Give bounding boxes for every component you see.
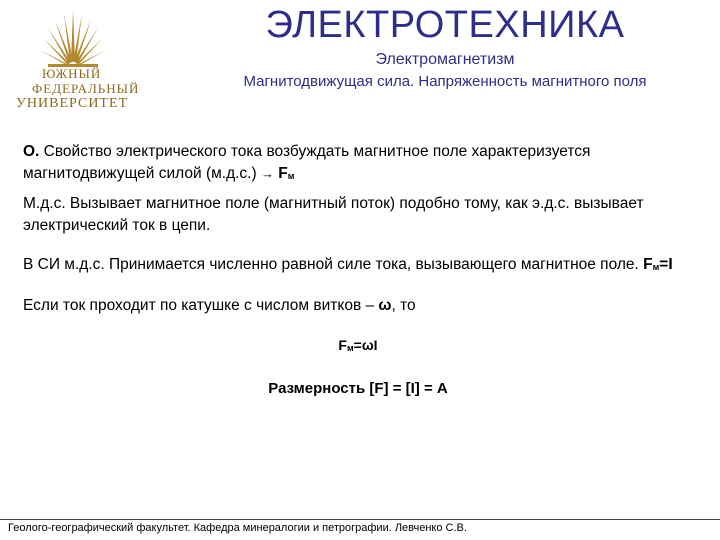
sunburst-emblem-icon: [40, 10, 106, 68]
university-logo: [12, 10, 162, 110]
coil-text: Если ток проходит по катушке с числом витков –: [23, 297, 379, 314]
formula-subscript: м: [346, 343, 354, 353]
definition-label: О.: [23, 143, 40, 160]
logo-line-2: ФЕДЕРАЛЬНЫЙ: [32, 81, 140, 96]
mmf-formula: [23, 334, 693, 359]
si-subscript: м: [652, 262, 660, 272]
arrow-symbol: →: [260, 166, 274, 181]
formula-symbol: F: [338, 337, 347, 353]
si-symbol: F: [643, 256, 653, 273]
slide-title: ЭЛЕКТРОТЕХНИКА: [265, 4, 625, 46]
analogy-paragraph: М.д.с. Вызывает магнитное поле (магнитный поток) подобно тому, как э.д.с. вызывает электрический ток в цепи.: [23, 195, 644, 234]
definition-paragraph: [23, 141, 693, 187]
logo-line-3: УНИВЕРСИТЕТ: [16, 96, 129, 111]
logo-line-1: ЮЖНЫЙ: [42, 66, 102, 81]
formula-equation: =ωI: [353, 337, 378, 353]
mmf-subscript: м: [287, 171, 295, 181]
slide-subtitle: Электромагнетизм: [375, 51, 515, 68]
mmf-symbol: F: [278, 165, 288, 182]
footer-text: Геолого-географический факультет. Кафедра минералогии и петрографии. Левченко С.В.: [8, 522, 467, 534]
dimension-line: Размерность [F] = [I] = A: [268, 380, 448, 397]
coil-paragraph: [23, 295, 693, 317]
omega-symbol: ω: [378, 297, 392, 314]
footer-divider: [0, 519, 720, 520]
coil-tail: , то: [391, 297, 416, 314]
si-paragraph: [23, 254, 693, 278]
definition-text: Свойство электрического тока возбуждать магнитное поле характеризуется магнитодвижущей силой (м.д.с.): [23, 143, 591, 182]
si-text: В СИ м.д.с. Принимается численно равной силе тока, вызывающего магнитное поле.: [23, 256, 644, 273]
slide-body: [23, 141, 693, 400]
slide-topic: Магнитодвижущая сила. Напряженность магнитного поля: [243, 73, 647, 90]
si-equation: =I: [659, 256, 673, 273]
